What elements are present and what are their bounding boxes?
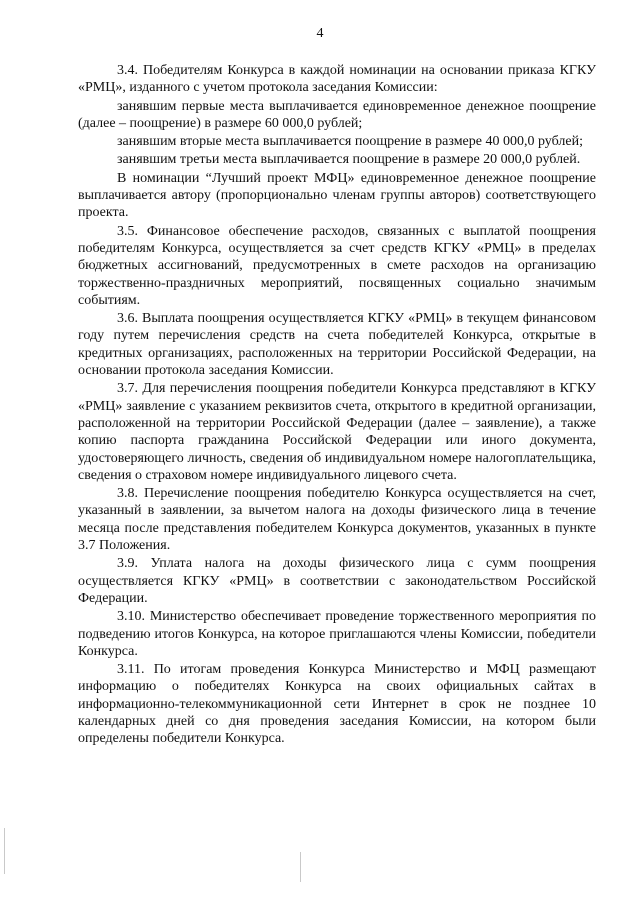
page-number: 4 — [316, 26, 324, 41]
paragraph-3-4-first-place: занявшим первые места выплачивается единовременное денежное поощрение (далее – поощрение) в размере 60 000,0 рублей; — [78, 98, 596, 131]
scan-artifact-left — [4, 828, 5, 874]
paragraph-3-6: 3.6. Выплата поощрения осуществляется КГКУ «РМЦ» в текущем финансовом году путем перечисления средств на счета победителей Конкурса, открытые в кредитных организациях, расположенных на территории Российской Федерации, на основании протокола заседания Комиссии. — [78, 311, 596, 379]
paragraph-3-4-mfc-nomination: В номинации “Лучший проект МФЦ» единовременное денежное поощрение выплачивается автору (пропорционально членам группы авторов) соответствующего проекта. — [78, 170, 596, 221]
paragraph-3-4: 3.4. Победителям Конкурса в каждой номинации на основании приказа КГКУ «РМЦ», изданного с учетом протокола заседания Комиссии: — [78, 63, 596, 96]
paragraph-3-10: 3.10. Министерство обеспечивает проведение торжественного мероприятия по подведению итогов Конкурса, на которое приглашаются члены Комиссии, победители Конкурса. — [78, 609, 596, 659]
paragraph-3-4-second-place: занявшим вторые места выплачивается поощрение в размере 40 000,0 рублей; — [117, 134, 583, 150]
paragraph-3-9: 3.9. Уплата налога на доходы физического лица с сумм поощрения осуществляется КГКУ «РМЦ» в соответствии с законодательством Российской Федерации. — [78, 556, 596, 606]
document-body — [78, 62, 596, 749]
scan-artifact-bottom — [300, 852, 301, 882]
paragraph-3-7: 3.7. Для перечисления поощрения победители Конкурса представляют в КГКУ «РМЦ» заявление с указанием реквизитов счета, открытого в кредитной организации, расположенной на территории Российской Федерации (далее – заявление), а также копию паспорта гражданина Российской Федерации или иного документа, удостоверяющего личность, сведения об индивидуальном номере налогоплательщика, сведения о страховом номере индивидуального лицевого счета. — [78, 381, 596, 483]
paragraph-3-4-third-place: занявшим третьи места выплачивается поощрение в размере 20 000,0 рублей. — [117, 152, 581, 168]
paragraph-3-5: 3.5. Финансовое обеспечение расходов, связанных с выплатой поощрения победителям Конкурса, осуществляется за счет средств КГКУ «РМЦ» в пределах бюджетных ассигнований, предусмотренных в смете расходов на организацию торжественно-праздничных мероприятий, посвященных социально значимым событиям. — [78, 223, 596, 308]
paragraph-3-11: 3.11. По итогам проведения Конкурса Министерство и МФЦ размещают информацию о победителях Конкурса на своих официальных сайтах в информационно-телекоммуникационной сети Интернет в срок не позднее 10 календарных дней со дня проведения заседания Комиссии, на котором были определены победители Конкурса. — [78, 662, 596, 747]
paragraph-3-8: 3.8. Перечисление поощрения победителю Конкурса осуществляется на счет, указанный в заявлении, за вычетом налога на доходы физического лица в течение месяца после представления победителем Конкурса документов, указанных в пункте 3.7 Положения. — [78, 486, 596, 554]
